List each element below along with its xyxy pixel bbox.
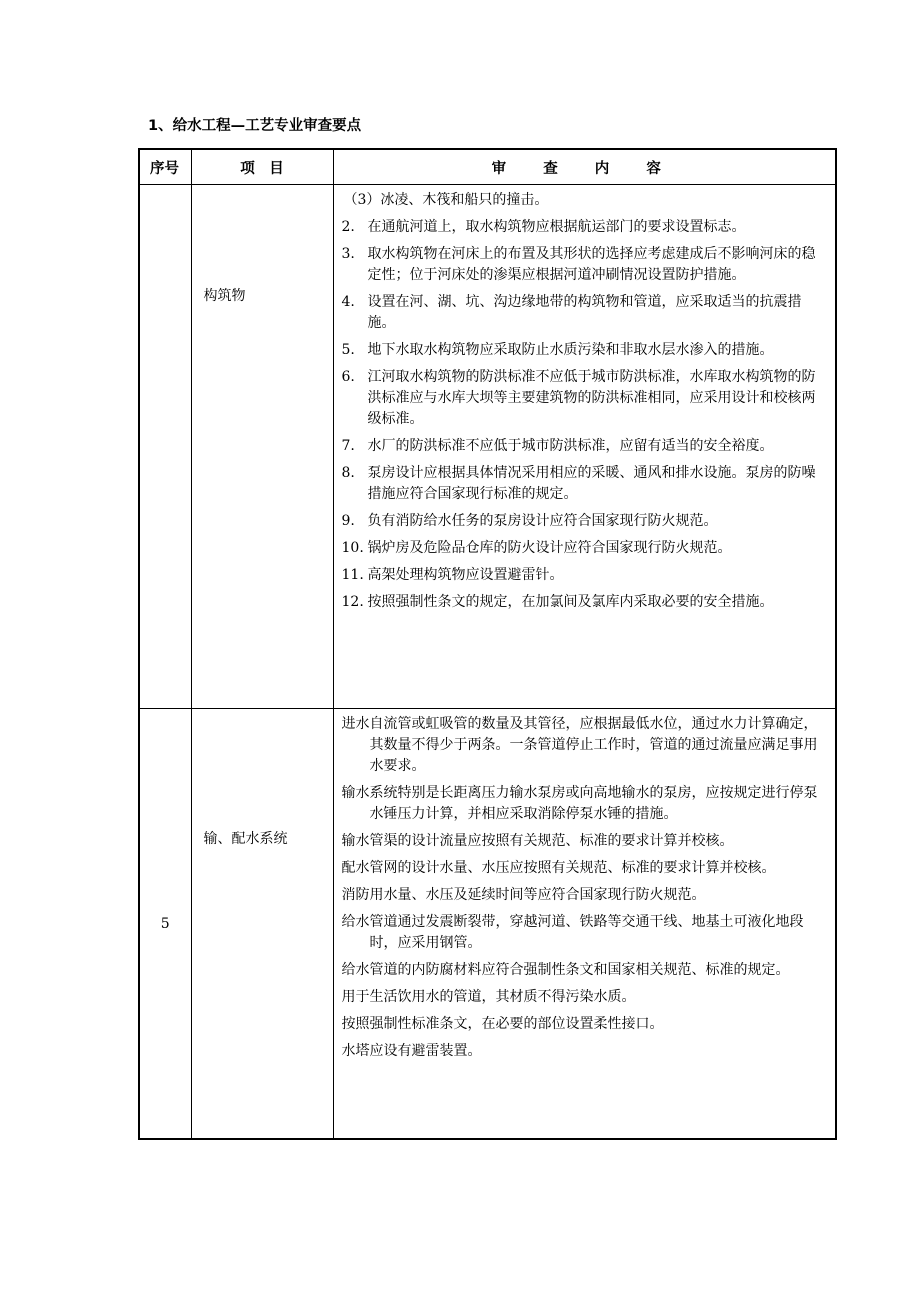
list-item-number: 6. [341, 369, 355, 385]
list-item-number: 10. [341, 540, 364, 556]
table-row [139, 185, 836, 709]
table-header-row [139, 149, 836, 185]
list-item [342, 463, 830, 505]
row-content [333, 185, 836, 709]
list-item-text: 锅炉房及危险品仓库的防火设计应符合国家现行防火规范。 [367, 540, 732, 556]
header-seq: 序号 [139, 149, 191, 185]
content-list [342, 217, 830, 613]
list-item: 输水系统特别是长距离压力输水泵房或向高地输水的泵房，应按规定进行停泵水锤压力计算，并相应采取消除停泵水锤的措施。 [341, 785, 818, 822]
list-item [342, 244, 830, 286]
list-item-number: 2. [341, 219, 355, 235]
row-seq: 5 [139, 709, 191, 1140]
list-item-number: 9. [341, 513, 355, 529]
list-item [342, 217, 830, 238]
list-item-number: 4. [341, 294, 355, 310]
list-item-text: 水厂的防洪标准不应低于城市防洪标准，应留有适当的安全裕度。 [367, 438, 774, 454]
list-item [342, 565, 830, 586]
content-intro: （3）冰凌、木筏和船只的撞击。 [343, 192, 549, 208]
list-item-text: 负有消防给水任务的泵房设计应符合国家现行防火规范。 [367, 513, 718, 529]
list-item: 进水自流管或虹吸管的数量及其管径，应根据最低水位，通过水力计算确定，其数量不得少于两条。一条管道停止工作时，管道的通过流量应满足事用水要求。 [341, 716, 818, 774]
review-table [138, 148, 837, 1140]
list-item-text: 泵房设计应根据具体情况采用相应的采暖、通风和排水设施。泵房的防噪措施应符合国家现行标准的规定。 [367, 465, 816, 502]
list-item: 输水管渠的设计流量应按照有关规范、标准的要求计算并校核。 [341, 833, 734, 849]
list-item [342, 340, 830, 361]
list-item-number: 5. [341, 342, 355, 358]
list-item-text: 按照强制性条文的规定，在加氯间及氯库内采取必要的安全措施。 [367, 594, 774, 610]
list-item [342, 292, 830, 334]
header-item: 项 目 [191, 149, 333, 185]
list-item-number: 12. [341, 594, 364, 610]
list-item-text: 取水构筑物在河床上的布置及其形状的选择应考虑建成后不影响河床的稳定性；位于河床处的渗渠应根据河道冲刷情况设置防护措施。 [367, 246, 816, 283]
list-item: 给水管道通过发震断裂带，穿越河道、铁路等交通干线、地基土可液化地段时，应采用钢管。 [341, 914, 804, 951]
list-item-number: 11. [341, 567, 364, 583]
list-item: 配水管网的设计水量、水压应按照有关规范、标准的要求计算并校核。 [341, 860, 776, 876]
page-title: 1、给水工程—工艺专业审查要点 [148, 118, 362, 134]
list-item [342, 538, 830, 559]
list-item: 给水管道的内防腐材料应符合强制性条文和国家相关规范、标准的规定。 [341, 962, 790, 978]
list-item: 消防用水量、水压及延续时间等应符合国家现行防火规范。 [341, 887, 706, 903]
list-item-text: 高架处理构筑物应设置避雷针。 [367, 567, 564, 583]
row-item-label: 构筑物 [203, 288, 246, 304]
list-item [342, 436, 830, 457]
list-item-number: 8. [341, 465, 355, 481]
list-item-text: 江河取水构筑物的防洪标准不应低于城市防洪标准，水库取水构筑物的防洪标准应与水库大坝等主要建筑物的防洪标准相同，应采用设计和校核两级标准。 [367, 369, 816, 427]
list-item-text: 设置在河、湖、坑、沟边缘地带的构筑物和管道，应采取适当的抗震措施。 [367, 294, 802, 331]
list-item [342, 511, 830, 532]
list-item [342, 592, 830, 613]
row-item [191, 709, 333, 1140]
list-item [342, 367, 830, 430]
list-item-text: 在通航河道上，取水构筑物应根据航运部门的要求设置标志。 [367, 219, 746, 235]
content-list [342, 714, 830, 1062]
list-item: 按照强制性标准条文，在必要的部位设置柔性接口。 [341, 1016, 664, 1032]
row-seq [139, 185, 191, 709]
list-item-number: 7. [341, 438, 355, 454]
list-item-text: 地下水取水构筑物应采取防止水质污染和非取水层水渗入的措施。 [367, 342, 774, 358]
table-row [139, 709, 836, 1140]
list-item: 用于生活饮用水的管道，其材质不得污染水质。 [341, 989, 636, 1005]
row-content [333, 709, 836, 1140]
row-item-label: 输、配水系统 [203, 830, 288, 847]
header-content: 审 查 内 容 [333, 149, 836, 185]
list-item: 水塔应设有避雷装置。 [341, 1043, 482, 1059]
list-item-number: 3. [341, 246, 355, 262]
row-item [191, 185, 333, 709]
